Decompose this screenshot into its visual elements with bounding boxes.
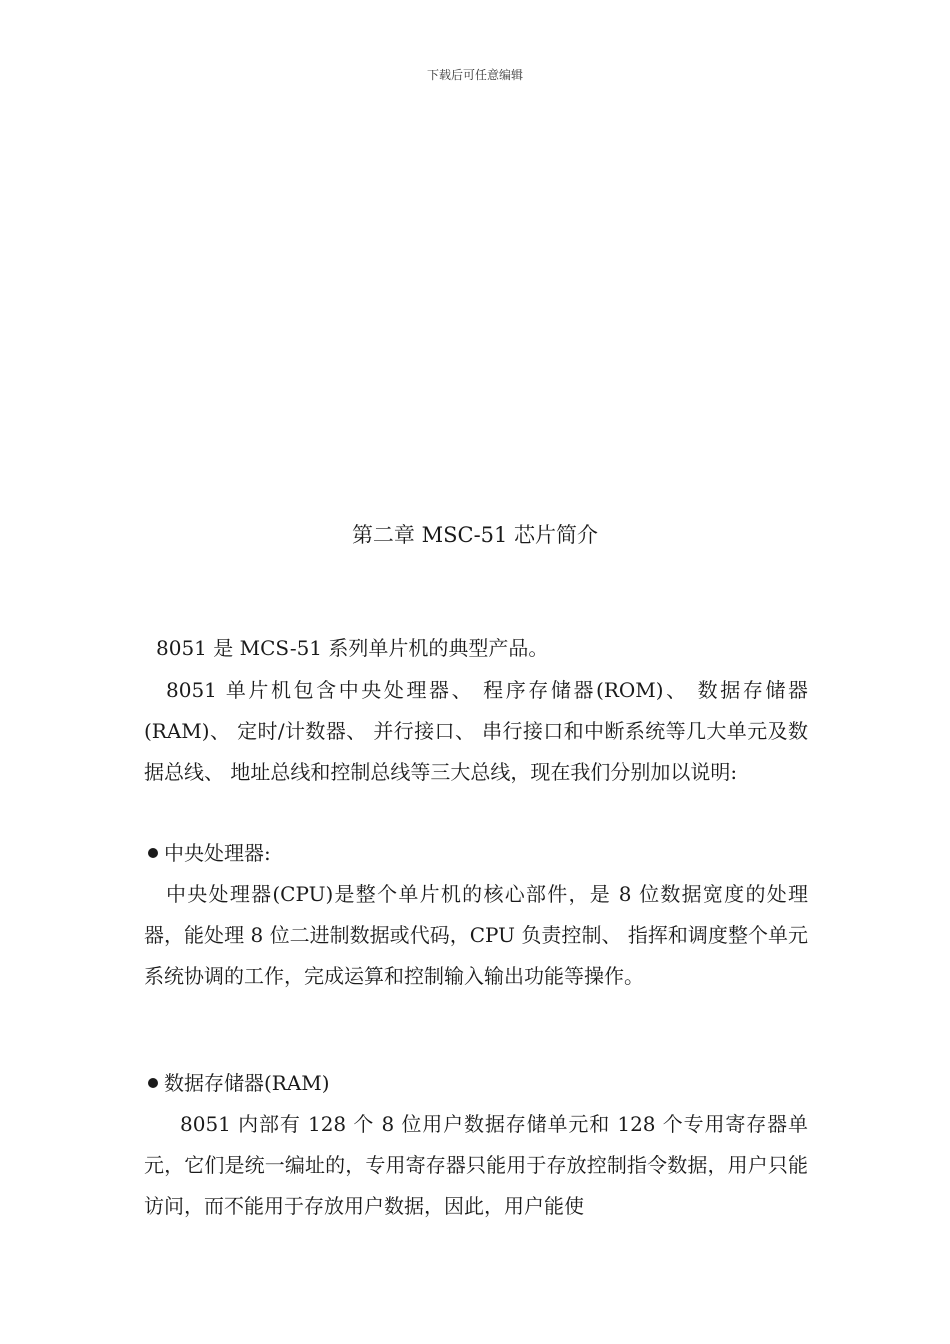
overview-paragraph: 8051 单片机包含中央处理器、 程序存储器(ROM)、 数据存储器(RAM)、 定时/计数器、 并行接口、 串行接口和中断系统等几大单元及数据总线、 地址总线和控制总线等三大总线，现在我们分别加以说明: [144, 678, 808, 784]
section-heading-text: 数据存储器(RAM) [164, 1071, 330, 1095]
cpu-paragraph: 中央处理器(CPU)是整个单片机的核心部件，是 8 位数据宽度的处理器，能处理 8 位二进制数据或代码，CPU 负责控制、 指挥和调度整个单元系统协调的工作，完成运算和控制输入输出功能等操作。 [144, 882, 808, 988]
section-heading-cpu [148, 833, 271, 874]
bullet-icon [148, 848, 158, 858]
section-heading-text: 中央处理器: [164, 841, 271, 865]
bullet-icon [148, 1078, 158, 1088]
chapter-title: 第二章 MSC-51 芯片简介 [351, 523, 599, 547]
page-header: 下载后可任意编辑 [426, 68, 523, 82]
ram-paragraph: 8051 内部有 128 个 8 位用户数据存储单元和 128 个专用寄存器单元，它们是统一编址的，专用寄存器只能用于存放控制指令数据，用户只能访问，而不能用于存放用户数据，因此，用户能使 [144, 1112, 808, 1218]
intro-paragraph: 8051 是 MCS-51 系列单片机的典型产品。 [156, 636, 549, 660]
section-heading-ram [148, 1063, 330, 1104]
